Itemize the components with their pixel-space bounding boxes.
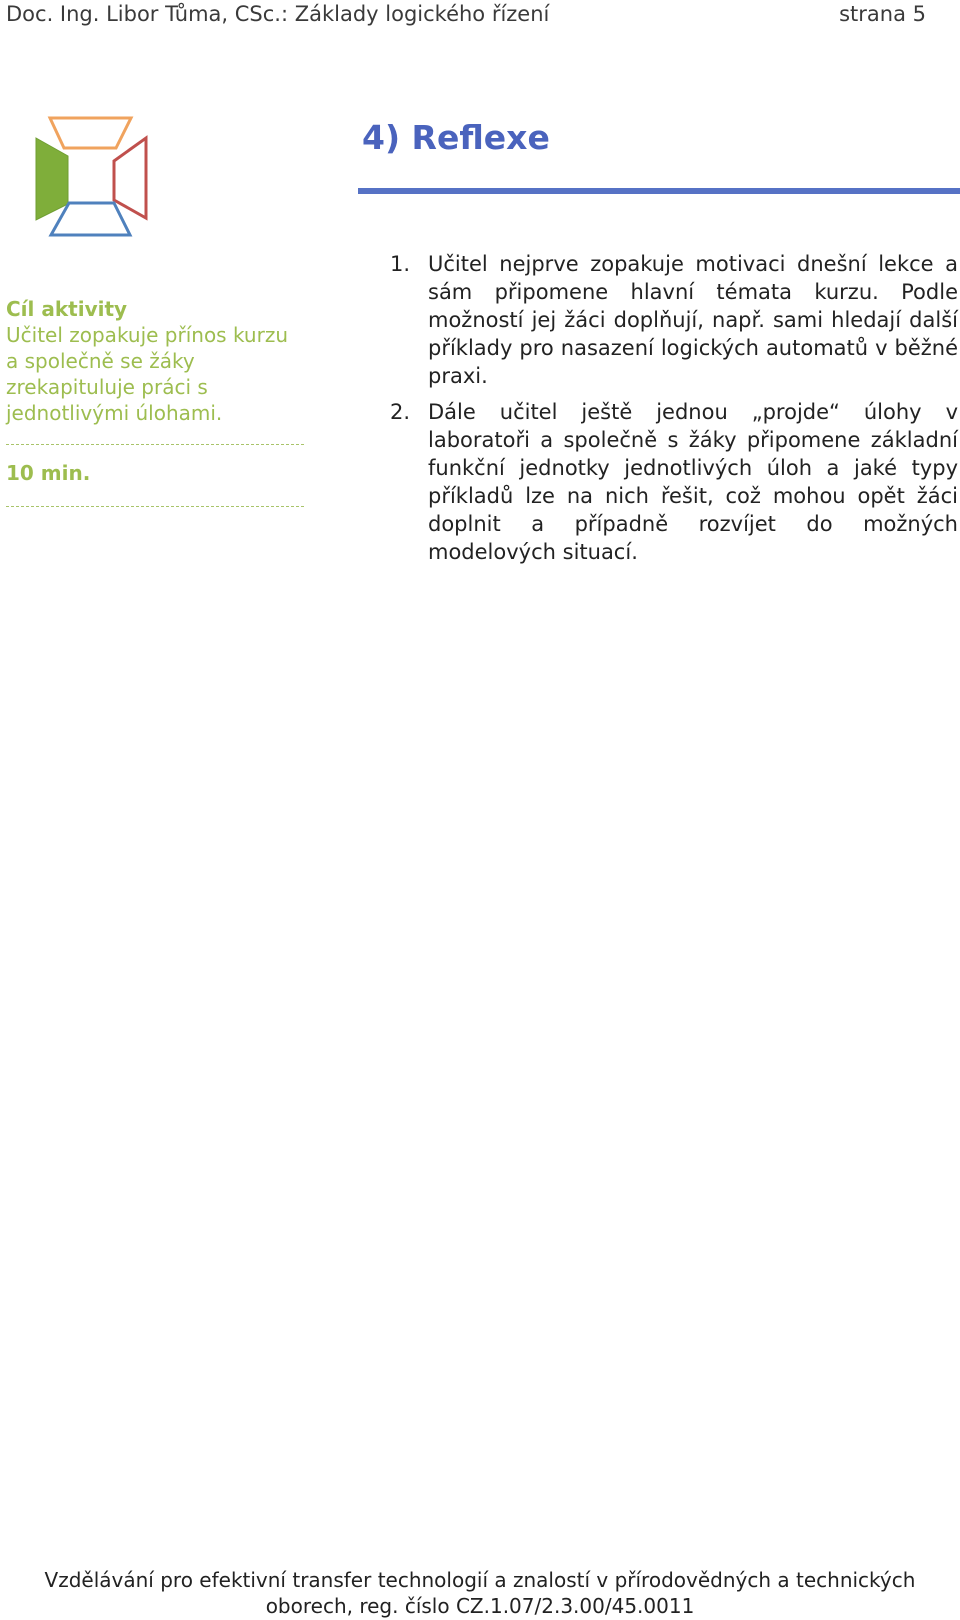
logo-right-panel	[114, 138, 146, 218]
list-item	[388, 250, 958, 390]
page-footer	[0, 1567, 960, 1619]
list-item	[388, 398, 958, 566]
list-item-number: 2.	[390, 400, 411, 424]
header-title: Doc. Ing. Libor Tůma, CSc.: Základy logického řízení	[6, 2, 550, 26]
reflection-steps-list	[388, 250, 958, 574]
activity-goal-box	[6, 296, 306, 426]
list-item-number: 1.	[390, 252, 411, 276]
logo-left-panel	[36, 138, 68, 220]
section-title: 4) Reflexe	[362, 118, 550, 157]
list-item-text: Učitel nejprve zopakuje motivaci dnešní lekce a sám připomene hlavní témata kurzu. Podle možností jej žáci doplňují, např. sami hledají další příklady pro nasazení logických automatů v běžné praxi.	[428, 252, 958, 388]
footer-line-1: Vzdělávání pro efektivní transfer technologií a znalostí v přírodovědných a technických	[44, 1568, 916, 1592]
dashed-divider-top	[6, 444, 304, 445]
logo-top-trapezoid	[50, 118, 131, 148]
footer-line-2: oborech, reg. číslo CZ.1.07/2.3.00/45.0011	[265, 1594, 695, 1618]
logo-bottom-trapezoid	[51, 203, 130, 235]
activity-duration: 10 min.	[6, 461, 91, 485]
page-number: strana 5	[839, 2, 926, 26]
list-item-text: Dále učitel ještě jednou „projde“ úlohy v laboratoři a společně s žáky připomene základní funkční jednotky jednotlivých úloh a jaké typy příkladů lze na nich řešit, což mohou opět žáci doplnit a případně rozvíjet do možných modelových situací.	[428, 400, 958, 564]
title-underline	[358, 188, 960, 194]
dashed-divider-bottom	[6, 506, 304, 507]
page-header	[6, 0, 926, 30]
goal-heading: Cíl aktivity	[6, 297, 128, 321]
goal-description: Učitel zopakuje přínos kurzu a společně se žáky zrekapituluje práci s jednotlivými úlohami.	[6, 323, 289, 425]
activity-logo-icon	[34, 116, 154, 246]
